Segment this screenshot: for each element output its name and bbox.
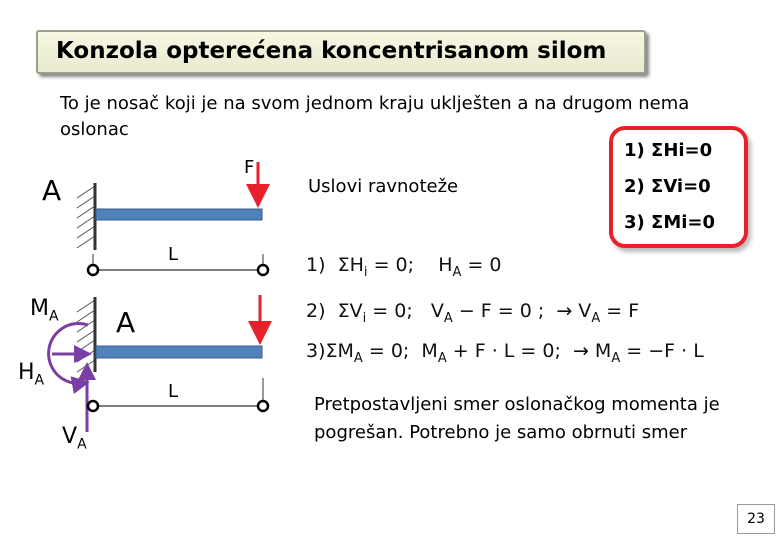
bottom-dim-node-left bbox=[88, 401, 98, 411]
top-fixed-support-hatch bbox=[77, 186, 95, 248]
formula-line-3: $3)\Sigma M_A = 0$; $M_A + F \cdot L = 0$; → $M_A = -F \cdot L$ bbox=[306, 340, 704, 366]
bottom-length-label: L bbox=[168, 381, 179, 402]
bottom-fixed-support-hatch bbox=[77, 300, 95, 372]
top-beam bbox=[96, 209, 262, 220]
formula-line-1: 1) $\Sigma H_i = 0$; $H_A = 0$ bbox=[306, 254, 502, 280]
intro-text: To je nosač koji je na svom jednom kraju uklješten a na drugom nema oslonac bbox=[60, 93, 690, 140]
condition-1: 1) ΣHi=0 bbox=[624, 140, 713, 161]
note-text: Pretpostavljeni smer oslonačkog momenta je pogrešan. Potrebno je samo obrnuti smer bbox=[314, 394, 720, 443]
top-length-label: L bbox=[168, 244, 179, 265]
top-dim-node-right bbox=[258, 265, 268, 275]
top-force-label: F bbox=[244, 157, 255, 178]
h-reaction-label: $H_A$ bbox=[18, 360, 45, 389]
formula-line-2: 2) $\Sigma V_i = 0$; $V_A - F = 0$ ; → $V_A = F$ bbox=[306, 300, 640, 326]
moment-label: $M_A$ bbox=[30, 296, 59, 325]
bottom-dim-node-right bbox=[258, 401, 268, 411]
bottom-support-label: A bbox=[116, 306, 136, 339]
v-reaction-label: $V_A$ bbox=[62, 424, 87, 453]
page-number: 23 bbox=[737, 504, 775, 534]
slide-title: Konzola opterećena koncentrisanom silom bbox=[56, 38, 607, 64]
equilibrium-label: Uslovi ravnoteže bbox=[308, 176, 459, 197]
bottom-figure bbox=[49, 295, 268, 432]
bottom-beam bbox=[96, 346, 262, 358]
condition-2: 2) ΣVi=0 bbox=[624, 176, 711, 197]
top-support-label: A bbox=[42, 174, 62, 207]
condition-3: 3) ΣMi=0 bbox=[624, 212, 716, 233]
top-dim-node-left bbox=[88, 265, 98, 275]
